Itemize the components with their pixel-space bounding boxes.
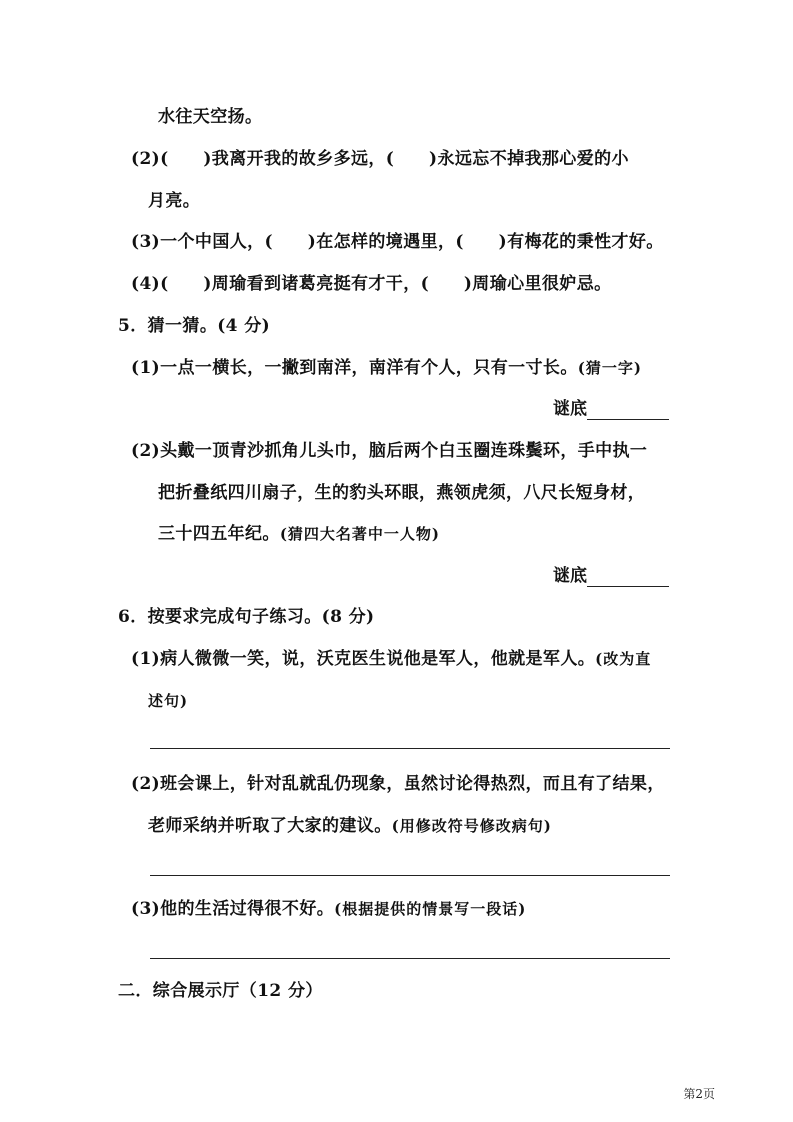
- line-q6-item1-a: [131, 648, 651, 670]
- q6-item1-hint: (改为直: [595, 650, 652, 668]
- line-q4-item4: (4)( )周瑜看到诸葛亮挺有才干，( )周瑜心里很妒忌。: [131, 274, 612, 294]
- q5-item2-text: 三十四五年纪。: [158, 524, 280, 544]
- answer-blank[interactable]: [587, 570, 669, 587]
- answer-line-q6-2[interactable]: [150, 875, 670, 876]
- line-q6-item3: [131, 898, 526, 920]
- q5-answer-1: [553, 398, 669, 420]
- q6-item1-text: (1)病人微微一笑，说，沃克医生说他是军人，他就是军人。: [131, 649, 596, 669]
- answer-label: 谜底: [553, 399, 587, 419]
- line-q5-item1: [131, 357, 642, 379]
- page-number: 第2页: [683, 1087, 715, 1101]
- line-q4-item2-a: (2)( )我离开我的故乡多远，( )永远忘不掉我那心爱的小: [131, 149, 629, 169]
- answer-label: 谜底: [553, 566, 587, 586]
- answer-line-q6-3[interactable]: [150, 958, 670, 959]
- line-q6-item2-b: [148, 815, 552, 837]
- answer-blank[interactable]: [587, 403, 669, 420]
- q5-title: 5．猜一猜。(4 分): [118, 316, 271, 336]
- q6-item3-text: (3)他的生活过得很不好。: [131, 899, 335, 919]
- line-q5-item2-a: (2)头戴一顶青沙抓角儿头巾，脑后两个白玉圈连珠鬓环，手中执一: [131, 441, 648, 461]
- section2-title: 二．综合展示厅（12 分）: [118, 981, 323, 1001]
- line-q5-item2-b: 把折叠纸四川扇子，生的豹头环眼，燕领虎须，八尺长短身材，: [158, 483, 646, 503]
- q5-item2-hint: (猜四大名著中一人物): [279, 525, 441, 543]
- q6-item1-hint-cont: 述句): [148, 692, 189, 710]
- line-q4-cont: 水往天空扬。: [158, 107, 263, 127]
- q5-item1-hint: (猜一字): [577, 359, 642, 377]
- q5-answer-2: [553, 565, 669, 587]
- q6-item2-hint: (用修改符号修改病句): [391, 817, 552, 835]
- answer-line-q6-1[interactable]: [150, 748, 670, 749]
- q6-title: 6．按要求完成句子练习。(8 分): [118, 607, 375, 627]
- q6-item2-text: 老师采纳并听取了大家的建议。: [148, 816, 392, 836]
- q6-item3-hint: (根据提供的情景写一段话): [334, 900, 527, 918]
- line-q5-item2-c: [158, 523, 440, 545]
- line-q4-item2-b: 月亮。: [148, 191, 201, 211]
- line-q4-item3: (3)一个中国人，( )在怎样的境遇里，( )有梅花的秉性才好。: [131, 232, 664, 252]
- line-q6-item1-b: [148, 690, 188, 712]
- q5-item1-text: (1)一点一横长，一撇到南洋，南洋有个人，只有一寸长。: [131, 358, 578, 378]
- line-q6-item2-a: (2)班会课上，针对乱就乱仍现象，虽然讨论得热烈，而且有了结果，: [131, 774, 665, 794]
